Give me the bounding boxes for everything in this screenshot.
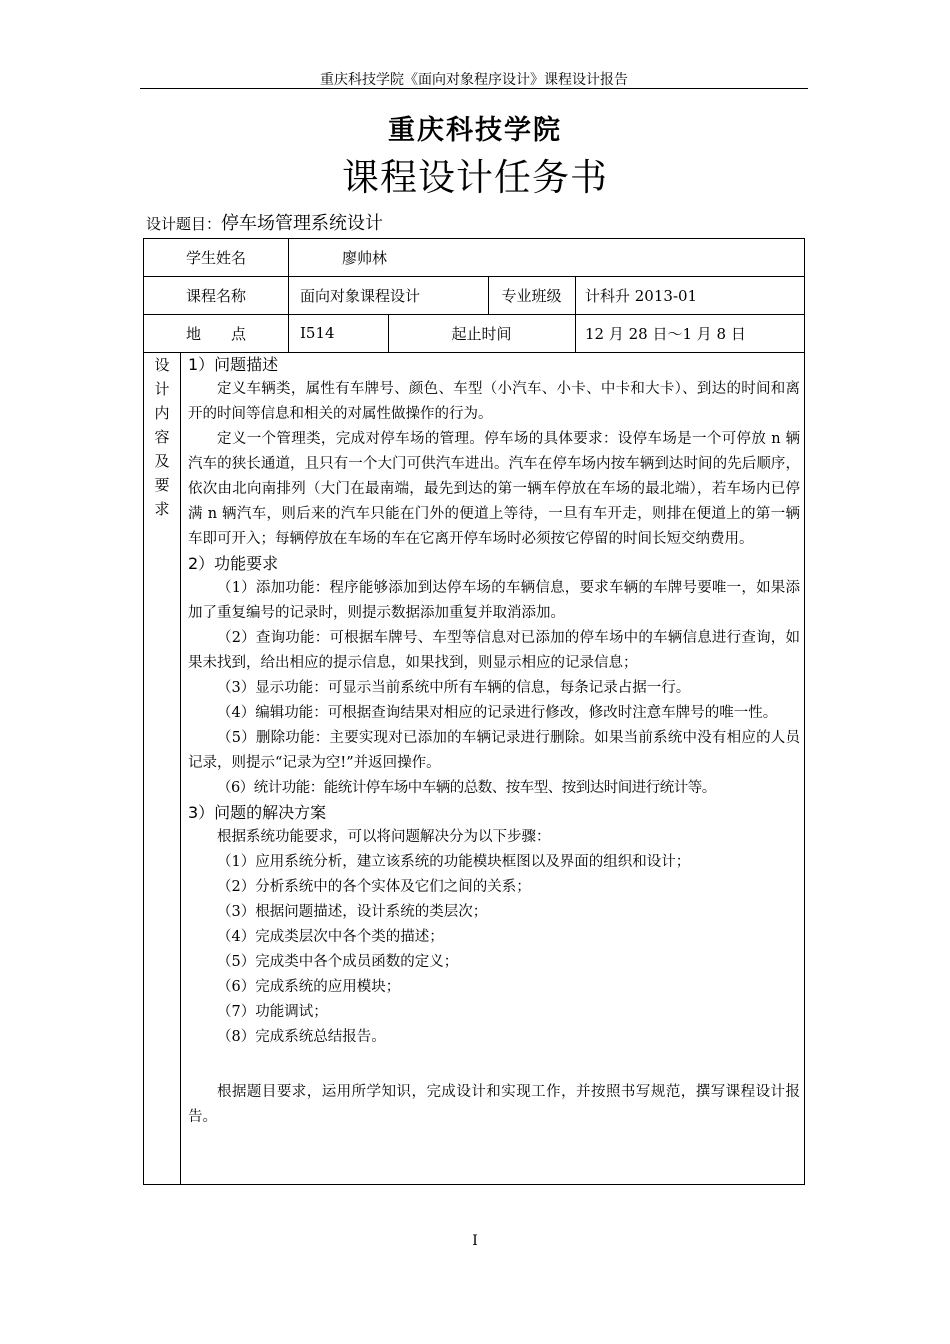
page-number: I: [472, 1233, 478, 1249]
running-header: 重庆科技学院《面向对象程序设计》课程设计报告: [320, 72, 628, 88]
school-name: 重庆科技学院: [388, 115, 562, 146]
list-item: （3）根据问题描述，设计系统的类层次；: [217, 904, 488, 920]
task-table: [143, 238, 805, 1185]
paragraph: 定义车辆类，属性有车牌号、颜色、车型（小汽车、小卡、中卡和大卡）、到达的时间和离开的时间等信息和相关的对属性做操作的行为。: [188, 381, 800, 422]
design-topic: [146, 209, 383, 235]
student-name-label: 学生姓名: [185, 249, 246, 267]
section-title: 2）功能要求: [188, 554, 279, 573]
list-item: （2）分析系统中的各个实体及它们之间的关系；: [217, 879, 531, 895]
location-label: 地 点: [185, 324, 246, 343]
list-item: （4）完成类层次中各个类的描述；: [217, 929, 444, 945]
major-class-value: 计科升 2013-01: [585, 286, 698, 305]
location-value: I514: [300, 324, 335, 342]
side-label-char: 设: [154, 356, 170, 374]
section-title: 3）问题的解决方案: [188, 803, 327, 822]
side-label-char: 求: [154, 500, 170, 518]
topic-label: 设计题目：: [146, 215, 222, 233]
section-title: 1）问题描述: [188, 355, 279, 374]
document-title: 课程设计任务书: [342, 156, 608, 199]
column-divider: [575, 276, 576, 352]
student-name-value: 廖帅林: [342, 249, 388, 267]
list-item: （4）编辑功能：可根据查询结果对相应的记录进行修改，修改时注意车牌号的唯一性。: [217, 705, 778, 721]
list-item: （5）删除功能：主要实现对已添加的车辆记录进行删除。如果当前系统中没有相应的人员记录，则提示“记录为空!”并返回操作。: [188, 730, 800, 771]
header-rule: [140, 88, 808, 89]
course-name-label: 课程名称: [185, 286, 246, 305]
list-item: （6）完成系统的应用模块；: [217, 979, 401, 995]
list-item: （2）查询功能：可根据车牌号、车型等信息对已添加的停车场中的车辆信息进行查询，如果未找到，给出相应的提示信息，如果找到，则显示相应的记录信息；: [188, 630, 800, 671]
side-label-char: 要: [154, 476, 170, 494]
design-content-label: [144, 353, 180, 521]
list-item: （8）完成系统总结报告。: [217, 1029, 386, 1045]
course-name-value: 面向对象课程设计: [300, 286, 421, 305]
column-divider: [180, 352, 181, 1184]
side-label-char: 计: [154, 380, 170, 398]
list-item: （1）应用系统分析，建立该系统的功能模块框图以及界面的组织和设计；: [217, 854, 691, 870]
list-item: （3）显示功能：可显示当前系统中所有车辆的信息，每条记录占据一行。: [217, 680, 691, 696]
list-item: （5）完成类中各个成员函数的定义；: [217, 954, 459, 970]
list-item: （7）功能调试；: [217, 1004, 328, 1020]
period-label: 起止时间: [451, 324, 512, 343]
side-label-char: 容: [154, 428, 170, 446]
spacer: [188, 1050, 800, 1080]
paragraph: 定义一个管理类，完成对停车场的管理。停车场的具体要求：设停车场是一个可停放 n 辆汽车的狭长通道，且只有一个大门可供汽车进出。汽车在停车场内按车辆到达时间的先后顺序，依次由北向南排列（大门在最南端，最先到达的第一辆车停放在车场的最北端），若车场内已停满 n 辆汽车，则后来的汽车只能在门外的便道上等待，一旦有车开走，则排在便道上的第一辆车即可开入；每辆停放在车场的车在它离开停车场时必须按它停留的时间长短交纳费用。: [188, 431, 800, 547]
period-value: 12 月 28 日～1 月 8 日: [585, 324, 746, 343]
column-divider: [288, 239, 289, 352]
topic-value: 停车场管理系统设计: [221, 213, 384, 234]
side-label-char: 及: [154, 452, 170, 470]
list-item: （1）添加功能：程序能够添加到达停车场的车辆信息，要求车辆的车牌号要唯一，如果添加了重复编号的记录时，则提示数据添加重复并取消添加。: [188, 580, 800, 621]
design-content: [188, 353, 800, 1130]
list-item: （6）统计功能：能统计停车场中车辆的总数、按车型、按到达时间进行统计等。: [217, 780, 716, 796]
paragraph: 根据题目要求，运用所学知识，完成设计和实现工作，并按照书写规范，撰写课程设计报告。: [188, 1084, 800, 1125]
paragraph: 根据系统功能要求，可以将问题解决分为以下步骤：: [217, 829, 551, 845]
major-class-label: 专业班级: [501, 286, 562, 305]
side-label-char: 内: [154, 404, 170, 422]
